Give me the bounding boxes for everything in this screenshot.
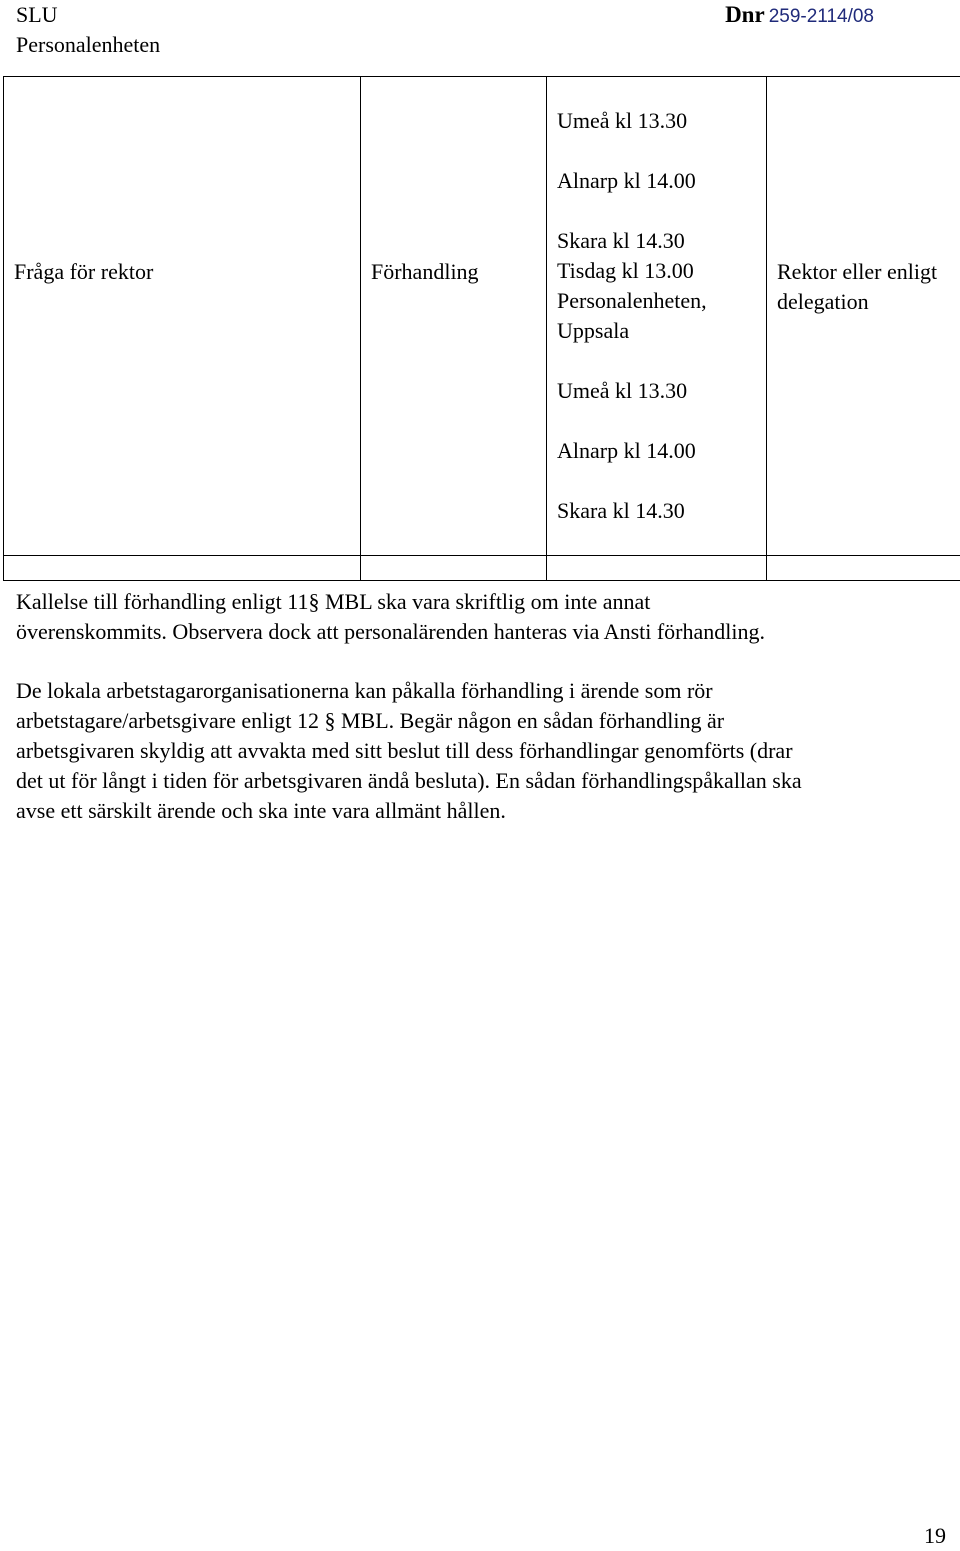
list-item: Tisdag kl 13.00 — [557, 256, 707, 286]
paragraph-line: Kallelse till förhandling enligt 11§ MBL ska vara skriftlig om inte annat — [16, 587, 946, 617]
decision-line: delegation — [777, 287, 869, 317]
empty-cell — [4, 556, 361, 581]
empty-cell — [361, 556, 547, 581]
paragraph-line: överenskommits. Observera dock att personalärenden hanteras via Ansti förhandling. — [16, 617, 946, 647]
times-list — [557, 106, 707, 526]
dnr-label: Dnr — [725, 2, 765, 27]
list-item: Umeå kl 13.30 — [557, 106, 707, 136]
empty-cell — [547, 556, 767, 581]
schedule-table — [3, 76, 960, 581]
list-item: Personalenheten, — [557, 286, 707, 316]
document-header-left — [16, 0, 160, 60]
table-cell-type — [361, 77, 547, 556]
list-item: Skara kl 14.30 — [557, 226, 707, 256]
list-item: Uppsala — [557, 316, 707, 346]
table-cell-times — [547, 77, 767, 556]
paragraph-line: avse ett särskilt ärende och ska inte vara allmänt hållen. — [16, 796, 946, 826]
table-cell-decision — [767, 77, 960, 556]
paragraph-line: De lokala arbetstagarorganisationerna kan påkalla förhandling i ärende som rör — [16, 676, 946, 706]
list-item: Umeå kl 13.30 — [557, 376, 707, 406]
table-cell-question — [4, 77, 361, 556]
unit-name: Personalenheten — [16, 30, 160, 60]
list-item: Alnarp kl 14.00 — [557, 166, 707, 196]
paragraph-line: arbetsgivaren skyldig att avvakta med sitt beslut till dess förhandlingar genomförts (drar — [16, 736, 946, 766]
paragraph-local-organisations — [16, 676, 946, 826]
document-header-right — [725, 0, 874, 32]
empty-cell — [767, 556, 960, 581]
list-item: Alnarp kl 14.00 — [557, 436, 707, 466]
paragraph-summons — [16, 587, 946, 647]
type-text: Förhandling — [371, 257, 479, 287]
org-name: SLU — [16, 0, 160, 30]
question-text: Fråga för rektor — [14, 257, 153, 287]
decision-line: Rektor eller enligt — [777, 257, 937, 287]
table-row — [4, 77, 960, 556]
list-item: Skara kl 14.30 — [557, 496, 707, 526]
paragraph-line: det ut för långt i tiden för arbetsgivaren ändå besluta). En sådan förhandlingspåkallan ska — [16, 766, 946, 796]
table-row-empty — [4, 556, 960, 581]
dnr-number: 259-2114/08 — [769, 6, 874, 27]
page-number: 19 — [924, 1521, 946, 1551]
paragraph-line: arbetstagare/arbetsgivare enligt 12 § MBL. Begär någon en sådan förhandling är — [16, 706, 946, 736]
